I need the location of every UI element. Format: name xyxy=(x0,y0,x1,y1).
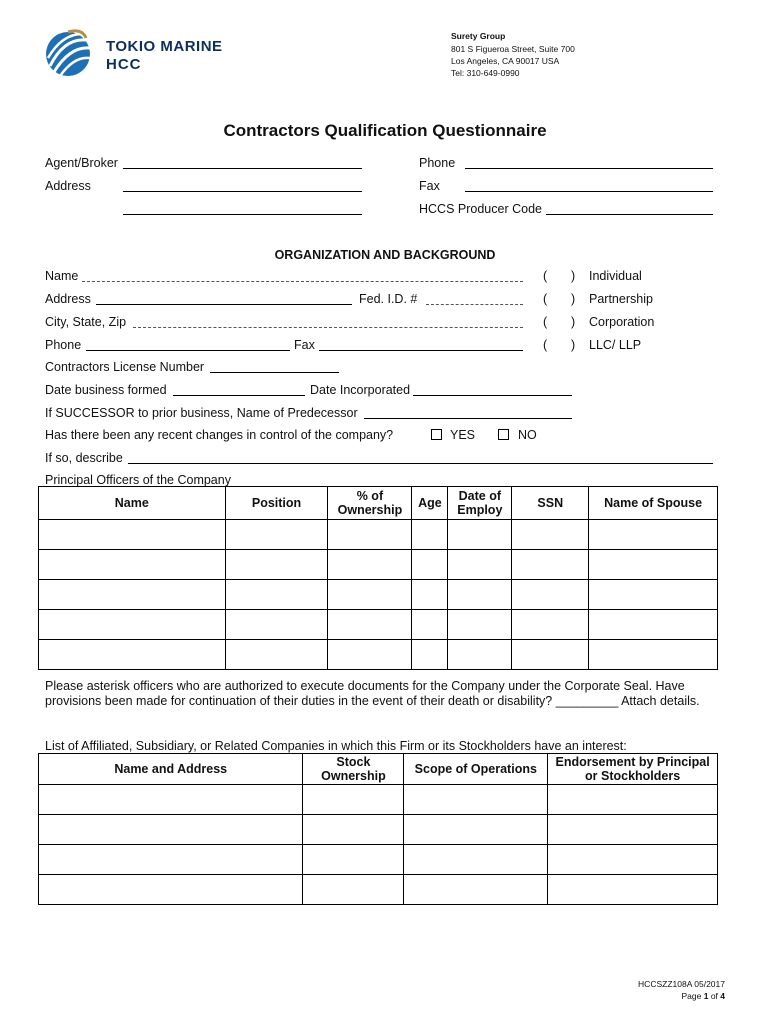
date-incorporated-label: Date Incorporated xyxy=(310,383,411,397)
org-name-label: Name xyxy=(45,269,79,283)
affiliated-header-row xyxy=(39,754,718,785)
officers-cell[interactable] xyxy=(328,640,412,670)
affiliated-row xyxy=(39,785,718,815)
affiliated-cell[interactable] xyxy=(303,875,404,905)
describe-label: If so, describe xyxy=(45,451,123,465)
entity-partnership-label: Partnership xyxy=(589,292,653,306)
officers-cell[interactable] xyxy=(589,580,718,610)
affiliated-header-2: Scope of Operations xyxy=(404,754,548,785)
org-phone-field[interactable] xyxy=(86,350,290,351)
officers-cell[interactable] xyxy=(328,580,412,610)
principal-officers-label: Principal Officers of the Company xyxy=(45,473,231,487)
officers-row xyxy=(39,610,718,640)
successor-field[interactable] xyxy=(364,418,572,419)
page-total: 4 xyxy=(720,991,725,1001)
asterisk-note-line2: provisions been made for continuation of their duties in the event of their death or disability? _________ Attach details. xyxy=(45,694,700,708)
officers-header-2: % of Ownership xyxy=(328,487,412,520)
officers-header-6: Name of Spouse xyxy=(589,487,718,520)
officers-cell[interactable] xyxy=(448,640,512,670)
org-phone-label: Phone xyxy=(45,338,82,352)
affiliated-header-0: Name and Address xyxy=(39,754,303,785)
date-formed-field[interactable] xyxy=(173,395,305,396)
org-name-field[interactable] xyxy=(82,281,523,282)
no-checkbox[interactable] xyxy=(498,429,509,440)
entity-partnership-close: ) xyxy=(571,292,576,306)
affiliated-cell[interactable] xyxy=(404,785,548,815)
agent-phone-field[interactable] xyxy=(465,168,713,169)
officers-cell[interactable] xyxy=(589,550,718,580)
officers-header-5: SSN xyxy=(512,487,589,520)
entity-corporation-label: Corporation xyxy=(589,315,655,329)
officers-cell[interactable] xyxy=(412,640,448,670)
fed-id-label: Fed. I.D. # xyxy=(359,292,418,306)
affiliated-header-1: Stock Ownership xyxy=(303,754,404,785)
officers-cell[interactable] xyxy=(412,520,448,550)
successor-label: If SUCCESSOR to prior business, Name of Predecessor xyxy=(45,406,358,420)
affiliated-cell[interactable] xyxy=(303,845,404,875)
date-formed-label: Date business formed xyxy=(45,383,167,397)
surety-group-label: Surety Group xyxy=(451,31,506,41)
officers-cell[interactable] xyxy=(589,610,718,640)
entity-llc-label: LLC/ LLP xyxy=(589,338,642,352)
affiliated-header-3: Endorsement by Principal or Stockholders xyxy=(548,754,718,785)
org-city-field[interactable] xyxy=(133,327,523,328)
no-label: NO xyxy=(518,428,537,442)
entity-individual-close: ) xyxy=(571,269,576,283)
agent-address-field[interactable] xyxy=(123,191,362,192)
officers-header-row xyxy=(39,487,718,520)
officers-cell[interactable] xyxy=(412,550,448,580)
officers-row xyxy=(39,550,718,580)
officers-cell[interactable] xyxy=(39,550,226,580)
officers-cell[interactable] xyxy=(589,640,718,670)
page-title: Contractors Qualification Questionnaire xyxy=(223,121,547,140)
officers-cell[interactable] xyxy=(328,550,412,580)
affiliated-cell[interactable] xyxy=(548,785,718,815)
affiliated-title: List of Affiliated, Subsidiary, or Related Companies in which this Firm or its Stockholders have an interest: xyxy=(45,739,627,753)
affiliated-cell[interactable] xyxy=(39,815,303,845)
officers-cell[interactable] xyxy=(39,610,226,640)
address-line2: Los Angeles, CA 90017 USA xyxy=(451,56,560,66)
entity-individual-open[interactable]: ( xyxy=(543,269,548,283)
tokio-marine-logo-icon xyxy=(42,28,102,80)
affiliated-cell[interactable] xyxy=(548,815,718,845)
affiliated-cell[interactable] xyxy=(548,875,718,905)
officers-cell[interactable] xyxy=(225,520,328,550)
logo-text-line2: HCC xyxy=(106,56,142,73)
entity-partnership-open[interactable]: ( xyxy=(543,292,548,306)
agent-phone-label: Phone xyxy=(419,156,456,170)
officers-header-4: Date of Employ xyxy=(448,487,512,520)
page-number xyxy=(620,991,725,1002)
affiliated-cell[interactable] xyxy=(39,785,303,815)
agent-broker-field[interactable] xyxy=(123,168,362,169)
officers-cell[interactable] xyxy=(512,580,589,610)
telephone: Tel: 310-649-0990 xyxy=(451,68,520,78)
affiliated-cell[interactable] xyxy=(303,785,404,815)
officers-cell[interactable] xyxy=(412,580,448,610)
agent-broker-label: Agent/Broker xyxy=(45,156,118,170)
officers-cell[interactable] xyxy=(225,610,328,640)
affiliated-cell[interactable] xyxy=(404,875,548,905)
affiliated-cell[interactable] xyxy=(548,845,718,875)
officers-header-3: Age xyxy=(412,487,448,520)
entity-llc-close: ) xyxy=(571,338,576,352)
org-fax-field[interactable] xyxy=(319,350,523,351)
fed-id-field[interactable] xyxy=(426,304,523,305)
officers-cell[interactable] xyxy=(225,580,328,610)
officers-header-0: Name xyxy=(39,487,226,520)
officers-cell[interactable] xyxy=(328,520,412,550)
logo-text-line1: TOKIO MARINE xyxy=(106,38,223,55)
asterisk-note-line1: Please asterisk officers who are authorized to execute documents for the Company under the Corporate Seal. Have xyxy=(45,679,685,693)
affiliated-cell[interactable] xyxy=(39,845,303,875)
entity-corporation-close: ) xyxy=(571,315,576,329)
org-fax-label: Fax xyxy=(294,338,315,352)
officers-table xyxy=(38,486,718,670)
agent-fax-label: Fax xyxy=(419,179,440,193)
license-field[interactable] xyxy=(210,372,339,373)
officers-header-1: Position xyxy=(225,487,328,520)
officers-row xyxy=(39,640,718,670)
officers-cell[interactable] xyxy=(328,610,412,640)
entity-corporation-open[interactable]: ( xyxy=(543,315,548,329)
agent-fax-field[interactable] xyxy=(465,191,713,192)
affiliated-row xyxy=(39,815,718,845)
affiliated-row xyxy=(39,875,718,905)
affiliated-table xyxy=(38,753,718,905)
officers-cell[interactable] xyxy=(225,640,328,670)
affiliated-cell[interactable] xyxy=(39,875,303,905)
officers-cell[interactable] xyxy=(39,580,226,610)
yes-checkbox[interactable] xyxy=(431,429,442,440)
officers-cell[interactable] xyxy=(512,640,589,670)
officers-cell[interactable] xyxy=(512,550,589,580)
page-prefix: Page xyxy=(681,991,704,1001)
officers-cell[interactable] xyxy=(448,610,512,640)
license-label: Contractors License Number xyxy=(45,360,205,374)
officers-row xyxy=(39,520,718,550)
officers-cell[interactable] xyxy=(589,520,718,550)
address-line1: 801 S Figueroa Street, Suite 700 xyxy=(451,44,575,54)
producer-code-label: HCCS Producer Code xyxy=(419,202,542,216)
section-title-org: ORGANIZATION AND BACKGROUND xyxy=(274,248,496,262)
company-logo xyxy=(42,28,223,80)
officers-cell[interactable] xyxy=(225,550,328,580)
officers-row xyxy=(39,580,718,610)
org-address-label: Address xyxy=(45,292,91,306)
officers-cell[interactable] xyxy=(412,610,448,640)
org-city-label: City, State, Zip xyxy=(45,315,127,329)
agent-address-label: Address xyxy=(45,179,91,193)
changes-question: Has there been any recent changes in control of the company? xyxy=(45,428,394,442)
affiliated-cell[interactable] xyxy=(303,815,404,845)
affiliated-row xyxy=(39,845,718,875)
officers-cell[interactable] xyxy=(512,520,589,550)
org-address-field[interactable] xyxy=(96,304,352,305)
officers-cell[interactable] xyxy=(448,520,512,550)
entity-individual-label: Individual xyxy=(589,269,642,283)
page-of: of xyxy=(708,991,721,1001)
producer-code-field[interactable] xyxy=(546,214,713,215)
officers-cell[interactable] xyxy=(39,640,226,670)
affiliated-cell[interactable] xyxy=(404,815,548,845)
date-incorporated-field[interactable] xyxy=(413,395,572,396)
officers-cell[interactable] xyxy=(448,580,512,610)
form-id: HCCSZZ108A 05/2017 xyxy=(638,979,725,989)
officers-cell[interactable] xyxy=(39,520,226,550)
agent-address-field-2[interactable] xyxy=(123,214,362,215)
affiliated-cell[interactable] xyxy=(404,845,548,875)
officers-cell[interactable] xyxy=(512,610,589,640)
entity-llc-open[interactable]: ( xyxy=(543,338,548,352)
page-current: 1 xyxy=(703,991,709,1001)
describe-field[interactable] xyxy=(128,463,713,464)
yes-label: YES xyxy=(450,428,476,442)
officers-cell[interactable] xyxy=(448,550,512,580)
